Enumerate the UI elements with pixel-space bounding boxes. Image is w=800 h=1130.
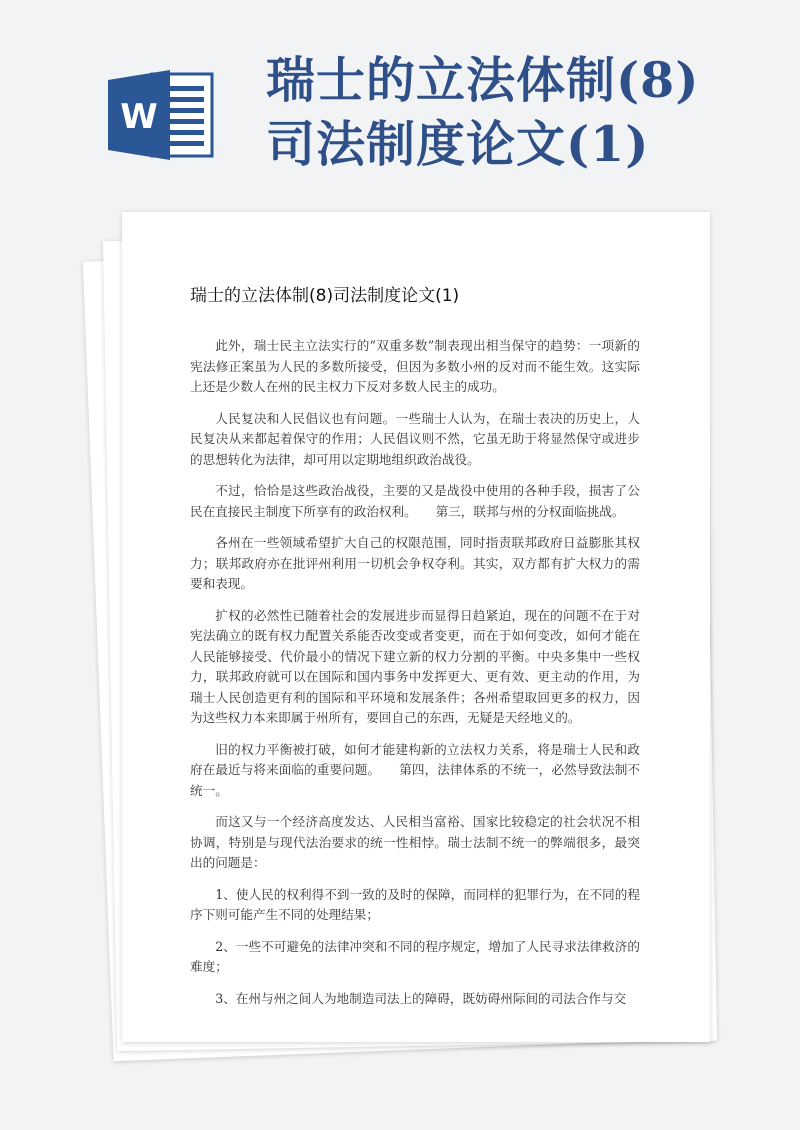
paragraph: 旧的权力平衡被打破，如何才能建构新的立法权力关系，将是瑞士人民和政府在最近与将来面临的重要问题。 第四，法律体系的不统一，必然导致法制不统一。 <box>190 741 640 798</box>
list-item: 2、一些不可避免的法律冲突和不同的程序规定，增加了人民寻求法律救济的难度； <box>190 938 640 974</box>
word-icon <box>108 70 216 160</box>
svg-text:W: W <box>120 97 158 137</box>
document-title: 瑞士的立法体制(8)司法制度论文(1) <box>190 286 460 306</box>
paragraph: 扩权的必然性已随着社会的发展进步而显得日趋紧迫，现在的问题不在于对宪法确立的既有权力配置关系能否改变或者变更，而在于如何变改，如何才能在人民能够接受、代价最小的情况下建立新的权力分割的平衡。中央多集中一些权力，联邦政府就可以在国际和国内事务中发挥更大、更有效、更主动的作用，为瑞士人民创造更有利的国际和平环境和发展条件；各州希望取回更多的权力，因为这些权力本来即属于州所有，要回自己的东西，无疑是天经地义的。 <box>190 607 640 725</box>
page-title-line-1: 瑞士的立法体制(8) <box>266 51 700 109</box>
list-item: 1、使人民的权利得不到一致的及时的保障，而同样的犯罪行为，在不同的程序下则可能产生不同的处理结果； <box>190 886 640 922</box>
paragraph: 不过，恰恰是这些政治战役，主要的又是战役中使用的各种手段，损害了公民在直接民主制度下所享有的政治权利。 第三，联邦与州的分权面临挑战。 <box>190 483 640 519</box>
paragraph: 人民复决和人民倡议也有问题。一些瑞士人认为，在瑞士表决的历史上，人民复决从来都起着保守的作用；人民倡议则不然，它虽无助于将显然保守或进步的思想转化为法律，却可用以定期地组织政治战役。 <box>190 410 640 467</box>
paragraph: 而这又与一个经济高度发达、人民相当富裕、国家比较稳定的社会状况不相协调，特别是与现代法治要求的统一性相悖。瑞士法制不统一的弊端很多，最突出的问题是： <box>190 814 640 870</box>
list-item: 3、在州与州之间人为地制造司法上的障碍，既妨碍州际间的司法合作与交 <box>215 990 627 1006</box>
page-title <box>266 48 786 176</box>
paragraph: 此外，瑞士民主立法实行的“双重多数”制表现出相当保守的趋势：一项新的宪法修正案虽为人民的多数所接受，但因为多数小州的反对而不能生效。这实际上还是少数人在州的民主权力下反对多数人民主的成功。 <box>190 338 640 394</box>
page-title-line-2: 司法制度论文(1) <box>266 115 650 173</box>
paragraph: 各州在一些领域希望扩大自己的权限范围，同时指责联邦政府日益膨胀其权力；联邦政府亦在批评州利用一切机会争权夺利。其实，双方都有扩大权力的需要和表现。 <box>190 535 640 591</box>
document-body <box>190 284 640 1020</box>
